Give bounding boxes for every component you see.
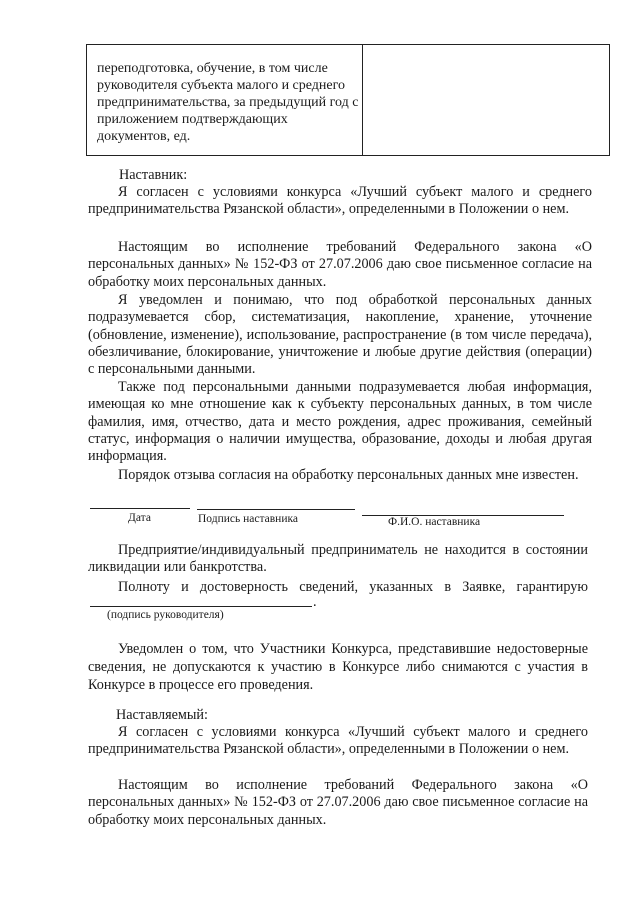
head-signature-label: (подпись руководителя): [107, 609, 224, 621]
mentor-paragraph-conditions: Я согласен с условиями конкурса «Лучший субъект малого и среднего предпринимательства Рязанской области», определенными в Положении о нем.: [88, 184, 592, 218]
mentee-heading: Наставляемый:: [116, 707, 208, 723]
mentee-paragraph-conditions: Я согласен с условиями конкурса «Лучший субъект малого и среднего предпринимательства Рязанской области», определенными в Положении о нем.: [88, 724, 588, 758]
notice-paragraph: Уведомлен о том, что Участники Конкурса, представившие недостоверные сведения, не допускаются к участию в Конкурсе либо снимаются с участия в Конкурсе в процессе его проведения.: [88, 641, 588, 693]
mentor-paragraph-law: Настоящим во исполнение требований Федерального закона «О персональных данных» № 152-ФЗ от 27.07.2006 даю свое письменное согласие на обработку моих персональных данных.: [88, 239, 592, 290]
mentor-paragraph-personal-data: Также под персональными данными подразумевается любая информация, имеющая ко мне отношение как к субъекту персональных данных, в том числе фамилия, имя, отчество, дата и место рождения, адрес проживания, семейный статус, информация о наличии имущества, образование, доходы и любая другая информация.: [88, 379, 592, 465]
guarantee-period: .: [313, 594, 317, 610]
mentor-signature-line: [197, 509, 355, 510]
mentor-signature-label: Подпись наставника: [198, 513, 298, 525]
mentor-consent-block: [88, 184, 592, 484]
mentor-paragraph-withdrawal: Порядок отзыва согласия на обработку персональных данных мне известен.: [118, 467, 579, 483]
mentee-paragraph-law: Настоящим во исполнение требований Федерального закона «О персональных данных» № 152-ФЗ от 27.07.2006 даю свое письменное согласие на обработку моих персональных данных.: [88, 777, 588, 828]
mentor-name-label: Ф.И.О. наставника: [388, 516, 481, 528]
table-column-divider: [362, 45, 363, 155]
mentor-paragraph-processing: Я уведомлен и понимаю, что под обработкой персональных данных подразумевается сбор, систематизация, накопление, хранение, уточнение (обновление, изменение), использование, распространение (в том числе передача), обезличивание, блокирование, уничтожение и любые другие действия (операции) с персональными данными.: [88, 292, 592, 378]
date-line: [90, 508, 190, 509]
mentee-consent-block: [88, 724, 588, 829]
table-left-cell: переподготовка, обучение, в том числе руководителя субъекта малого и среднего предпринимательства, за предыдущий год с приложением подтверждающих документов, ед.: [97, 61, 359, 144]
criteria-table: [86, 44, 610, 156]
date-label: Дата: [128, 512, 151, 524]
head-signature-line: [90, 606, 312, 607]
guarantee-paragraph: Полноту и достоверность сведений, указанных в Заявке, гарантирую: [118, 579, 588, 595]
mentor-heading: Наставник:: [119, 167, 188, 183]
enterprise-status-paragraph: Предприятие/индивидуальный предприниматель не находится в состоянии ликвидации или банкротства.: [88, 542, 588, 576]
